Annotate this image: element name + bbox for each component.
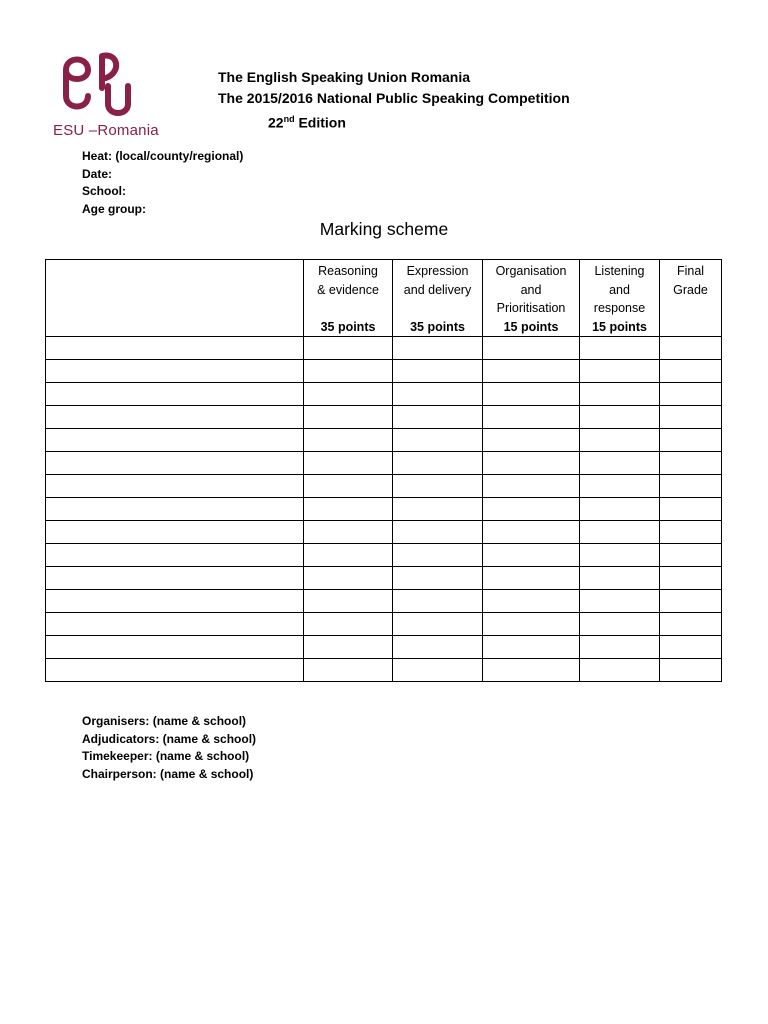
competition-name: The 2015/2016 National Public Speaking Competition [218,90,570,106]
header-line: Final [676,264,705,278]
school-field: School: [82,184,126,198]
table-row [46,452,722,475]
table-cell[interactable] [304,567,393,590]
header-line: response [593,301,646,315]
table-cell[interactable] [483,429,580,452]
table-cell[interactable] [483,360,580,383]
table-cell[interactable] [46,452,304,475]
column-header-expression [393,260,483,337]
table-cell[interactable] [304,521,393,544]
table-row [46,498,722,521]
table-cell[interactable] [393,498,483,521]
header-line: & evidence [317,282,379,297]
table-cell[interactable] [393,567,483,590]
header-points: 35 points [320,319,376,334]
esu-monogram-icon [58,48,138,122]
table-cell[interactable] [483,613,580,636]
table-row [46,659,722,682]
table-cell[interactable] [46,567,304,590]
table-row [46,383,722,406]
table-cell[interactable] [580,383,660,406]
table-body [46,337,722,682]
table-cell[interactable] [393,360,483,383]
table-header-row [46,260,722,337]
header-points: 15 points [592,319,647,334]
table-cell[interactable] [660,659,722,682]
table-cell[interactable] [304,636,393,659]
column-header-reasoning [304,260,393,337]
document-header [218,67,570,134]
table-row [46,475,722,498]
table-cell[interactable] [304,406,393,429]
organization-name: The English Speaking Union Romania [218,69,471,85]
adjudicators-field: Adjudicators: (name & school) [82,731,257,746]
table-cell[interactable] [304,544,393,567]
table-cell[interactable] [660,406,722,429]
table-row [46,337,722,360]
edition-suffix: nd [283,114,295,124]
table-cell[interactable] [660,498,722,521]
table-cell[interactable] [660,475,722,498]
table-cell[interactable] [46,498,304,521]
table-cell[interactable] [660,544,722,567]
header-line: Prioritisation [496,301,566,315]
table-cell[interactable] [660,383,722,406]
organisers-field: Organisers: (name & school) [82,714,247,728]
table-cell[interactable] [304,613,393,636]
table-cell[interactable] [660,590,722,613]
table-cell[interactable] [580,613,660,636]
edition-line [218,109,570,134]
header-points: 15 points [503,319,559,334]
table-cell[interactable] [393,613,483,636]
table-cell[interactable] [580,360,660,383]
table-row [46,567,722,590]
table-cell[interactable] [483,406,580,429]
table-cell[interactable] [483,475,580,498]
table-cell[interactable] [393,452,483,475]
timekeeper-field: Timekeeper: (name & school) [82,749,250,763]
table-row [46,360,722,383]
table-cell[interactable] [483,544,580,567]
table-cell[interactable] [660,452,722,475]
header-line: Listening [594,264,645,278]
table-row [46,429,722,452]
table-cell[interactable] [483,498,580,521]
table-cell[interactable] [304,383,393,406]
edition-number: 22 [268,114,284,131]
table-cell[interactable] [46,429,304,452]
table-cell[interactable] [580,521,660,544]
table-cell[interactable] [46,475,304,498]
table-cell[interactable] [483,383,580,406]
header-line: Reasoning [318,264,378,278]
table-row [46,521,722,544]
table-cell[interactable] [483,636,580,659]
table-cell[interactable] [580,498,660,521]
esu-logo [52,44,172,144]
table-cell[interactable] [393,337,483,360]
column-header-listening [580,260,660,337]
logo-text: ESU –Romania [53,122,159,139]
table-cell[interactable] [46,360,304,383]
table-cell[interactable] [46,383,304,406]
table-cell[interactable] [660,567,722,590]
table-cell[interactable] [660,613,722,636]
table-cell[interactable] [580,452,660,475]
table-cell[interactable] [304,429,393,452]
header-spacer [304,299,392,318]
table-cell[interactable] [393,544,483,567]
table-row [46,590,722,613]
table-row [46,544,722,567]
table-cell[interactable] [393,406,483,429]
table-cell[interactable] [393,383,483,406]
table-cell[interactable] [483,337,580,360]
age-group-field: Age group: [82,201,146,216]
column-header-organisation [483,260,580,337]
table-cell[interactable] [304,452,393,475]
header-line: Organisation [495,264,567,278]
table-cell[interactable] [46,544,304,567]
column-header-name [46,260,304,337]
column-header-final-grade [660,260,722,337]
date-field: Date: [82,166,113,181]
table-cell[interactable] [580,406,660,429]
table-cell[interactable] [580,659,660,682]
header-line: Expression [406,264,469,278]
table-cell[interactable] [304,360,393,383]
table-cell[interactable] [660,521,722,544]
table-cell[interactable] [483,590,580,613]
header-line: and [609,282,630,297]
table-cell[interactable] [46,590,304,613]
header-line: Grade [673,282,708,297]
header-points: 35 points [410,319,465,334]
table-row [46,613,722,636]
table-cell[interactable] [46,337,304,360]
header-line: and delivery [403,282,472,297]
edition-word: Edition [298,114,346,131]
table-cell[interactable] [46,613,304,636]
table-cell[interactable] [393,429,483,452]
table-cell[interactable] [660,636,722,659]
table-cell[interactable] [304,590,393,613]
table-cell[interactable] [660,429,722,452]
header-line: and [520,282,542,297]
table-cell[interactable] [393,659,483,682]
table-cell[interactable] [580,590,660,613]
table-cell[interactable] [304,337,393,360]
table-cell[interactable] [483,521,580,544]
chairperson-field: Chairperson: (name & school) [82,766,254,781]
table-cell[interactable] [483,567,580,590]
table-cell[interactable] [393,521,483,544]
heat-field: Heat: (local/county/regional) [82,149,244,163]
marking-table [45,259,722,682]
table-cell[interactable] [46,636,304,659]
heat-details [82,148,243,218]
table-cell[interactable] [580,337,660,360]
table-cell[interactable] [483,659,580,682]
table-cell[interactable] [393,636,483,659]
table-cell[interactable] [660,360,722,383]
table-cell[interactable] [393,590,483,613]
table-cell[interactable] [580,636,660,659]
table-cell[interactable] [660,337,722,360]
table-row [46,406,722,429]
table-cell[interactable] [304,659,393,682]
table-row [46,636,722,659]
table-cell[interactable] [580,475,660,498]
table-cell[interactable] [304,475,393,498]
table-cell[interactable] [304,498,393,521]
page-title: Marking scheme [319,219,449,239]
table-cell[interactable] [46,659,304,682]
table-cell[interactable] [483,452,580,475]
officials-list [82,713,256,783]
table-cell[interactable] [580,567,660,590]
table-cell[interactable] [46,521,304,544]
table-cell[interactable] [46,406,304,429]
header-spacer [393,299,482,318]
table-cell[interactable] [580,544,660,567]
table-cell[interactable] [393,475,483,498]
table-cell[interactable] [580,429,660,452]
